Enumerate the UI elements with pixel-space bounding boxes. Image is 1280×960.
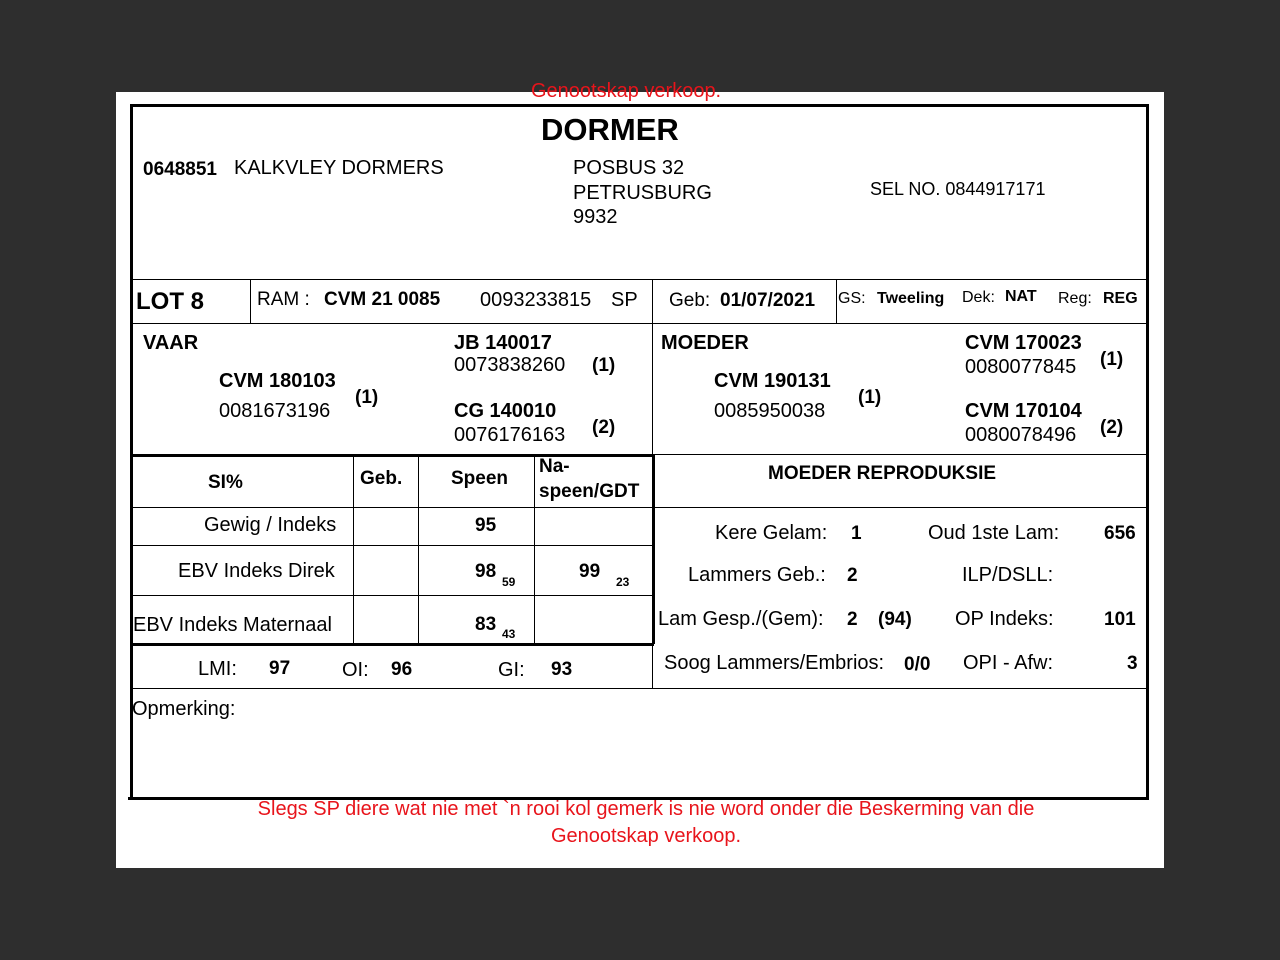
- notice-top: Genootskap verkoop.: [531, 80, 722, 102]
- dam-dam-grade: (2): [1100, 417, 1124, 438]
- geb-label: Geb:: [669, 290, 711, 311]
- breed-title: DORMER: [541, 112, 679, 147]
- dek-value: NAT: [1005, 288, 1037, 305]
- index-row-bottom: [130, 688, 1148, 689]
- si-table-top: [130, 454, 654, 457]
- gs-label: GS:: [838, 290, 866, 307]
- repro-header-bottom: [652, 507, 1148, 508]
- gesp-label: Lam Gesp./(Gem):: [658, 608, 824, 630]
- dam-sire-id: CVM 170023: [965, 332, 1082, 354]
- lmi-label: LMI:: [198, 658, 237, 680]
- geb-divider: [836, 279, 837, 323]
- ram-id: CVM 21 0085: [324, 289, 441, 310]
- address-line1: POSBUS 32: [573, 157, 685, 179]
- oi-label: OI:: [342, 659, 369, 681]
- address-line3: 9932: [573, 206, 618, 228]
- frame-left: [130, 104, 133, 800]
- si-row-na: 99: [579, 561, 601, 582]
- lmi-value: 97: [269, 658, 291, 679]
- si-header-speen: Speen: [451, 468, 509, 489]
- geb-date: 01/07/2021: [720, 290, 816, 311]
- lot-label: LOT 8: [136, 288, 205, 315]
- dam-grade: (1): [858, 387, 882, 408]
- soog-label: Soog Lammers/Embrios:: [664, 652, 885, 674]
- sire-sire-number: 0073838260: [454, 354, 566, 376]
- gi-label: GI:: [498, 659, 525, 681]
- sire-dam-grade: (2): [592, 417, 616, 438]
- oi-value: 96: [391, 659, 413, 680]
- si-row-speen-sub: 59: [502, 575, 516, 589]
- si-row1-bottom: [130, 545, 654, 546]
- kere-value: 1: [851, 523, 862, 544]
- si-col-speen: [418, 454, 419, 644]
- si-row-na-sub: 23: [616, 575, 630, 589]
- kere-label: Kere Gelam:: [715, 522, 828, 544]
- gesp-value: 2: [847, 609, 858, 630]
- ram-label: RAM :: [257, 289, 310, 310]
- repro-top: [652, 454, 1148, 455]
- cell-number: SEL NO. 0844917171: [870, 179, 1046, 199]
- reg-label: Reg:: [1058, 290, 1092, 307]
- ram-number: 0093233815: [480, 289, 592, 311]
- si-col-na: [534, 454, 535, 644]
- lammers-value: 2: [847, 565, 858, 586]
- sire-number: 0081673196: [219, 400, 331, 422]
- dam-dam-number: 0080078496: [965, 424, 1077, 446]
- breeder-name: KALKVLEY DORMERS: [234, 157, 444, 179]
- si-table-bottom: [130, 643, 654, 646]
- sire-grade: (1): [355, 387, 379, 408]
- address-line2: PETRUSBURG: [573, 182, 712, 204]
- lot-divider: [250, 279, 251, 323]
- ilp-label: ILP/DSLL:: [962, 564, 1054, 586]
- breeder-number: 0648851: [143, 159, 217, 180]
- notice-line1: Slegs SP diere wat nie met `n rooi kol gemerk is nie word onder die Beskerming van die: [257, 798, 1035, 820]
- si-col-right: [652, 454, 655, 644]
- notice-line2: Genootskap verkoop.: [550, 825, 742, 847]
- gs-value: Tweeling: [877, 290, 945, 307]
- soog-value: 0/0: [904, 654, 931, 675]
- si-row-label: EBV Indeks Maternaal: [133, 614, 332, 636]
- dam-sire-grade: (1): [1100, 349, 1124, 370]
- opi-value: 3: [1127, 653, 1138, 674]
- si-row-speen: 98: [475, 561, 497, 582]
- si-header-na1: Na-: [539, 456, 570, 477]
- si-row-speen: 95: [475, 515, 497, 536]
- lot-card: [116, 80, 1164, 868]
- si-row-speen-sub: 43: [502, 627, 516, 641]
- dek-label: Dek:: [962, 289, 995, 306]
- sire-dam-number: 0076176163: [454, 424, 566, 446]
- si-header-si: SI%: [208, 472, 243, 493]
- dam-id: CVM 190131: [714, 370, 831, 392]
- index-divider: [652, 644, 653, 689]
- ram-divider: [652, 279, 653, 323]
- si-header-na2: speen/GDT: [539, 481, 640, 502]
- si-header-bottom: [130, 507, 654, 508]
- si-col-geb: [353, 454, 354, 644]
- oud-label: Oud 1ste Lam:: [928, 522, 1060, 544]
- dam-dam-id: CVM 170104: [965, 400, 1082, 422]
- sire-sire-grade: (1): [592, 355, 616, 376]
- si-row-label: EBV Indeks Direk: [178, 560, 335, 582]
- lot-row-bottom: [130, 323, 1148, 324]
- op-label: OP Indeks:: [955, 608, 1054, 630]
- lot-row-top: [130, 279, 1148, 280]
- dam-label: MOEDER: [661, 332, 749, 354]
- gesp-gem-value: (94): [878, 609, 912, 630]
- dam-sire-number: 0080077845: [965, 356, 1077, 378]
- frame-top: [130, 104, 1148, 107]
- frame-right: [1146, 104, 1149, 800]
- si-header-geb: Geb.: [360, 468, 403, 489]
- repro-title: MOEDER REPRODUKSIE: [768, 463, 997, 484]
- dam-number: 0085950038: [714, 400, 826, 422]
- remark-label: Opmerking:: [132, 698, 236, 720]
- sire-sire-id: JB 140017: [454, 332, 552, 354]
- gi-value: 93: [551, 659, 573, 680]
- opi-label: OPI - Afw:: [963, 652, 1054, 674]
- sire-label: VAAR: [143, 332, 199, 354]
- op-value: 101: [1104, 609, 1136, 630]
- ram-grade: SP: [611, 289, 638, 311]
- si-row-speen: 83: [475, 614, 497, 635]
- si-row2-bottom: [130, 595, 654, 596]
- sire-id: CVM 180103: [219, 370, 336, 392]
- sire-dam-id: CG 140010: [454, 400, 557, 422]
- si-row-label: Gewig / Indeks: [204, 514, 337, 536]
- reg-value: REG: [1103, 290, 1138, 307]
- lammers-label: Lammers Geb.:: [688, 564, 826, 586]
- pedigree-divider: [652, 323, 653, 455]
- oud-value: 656: [1104, 523, 1136, 544]
